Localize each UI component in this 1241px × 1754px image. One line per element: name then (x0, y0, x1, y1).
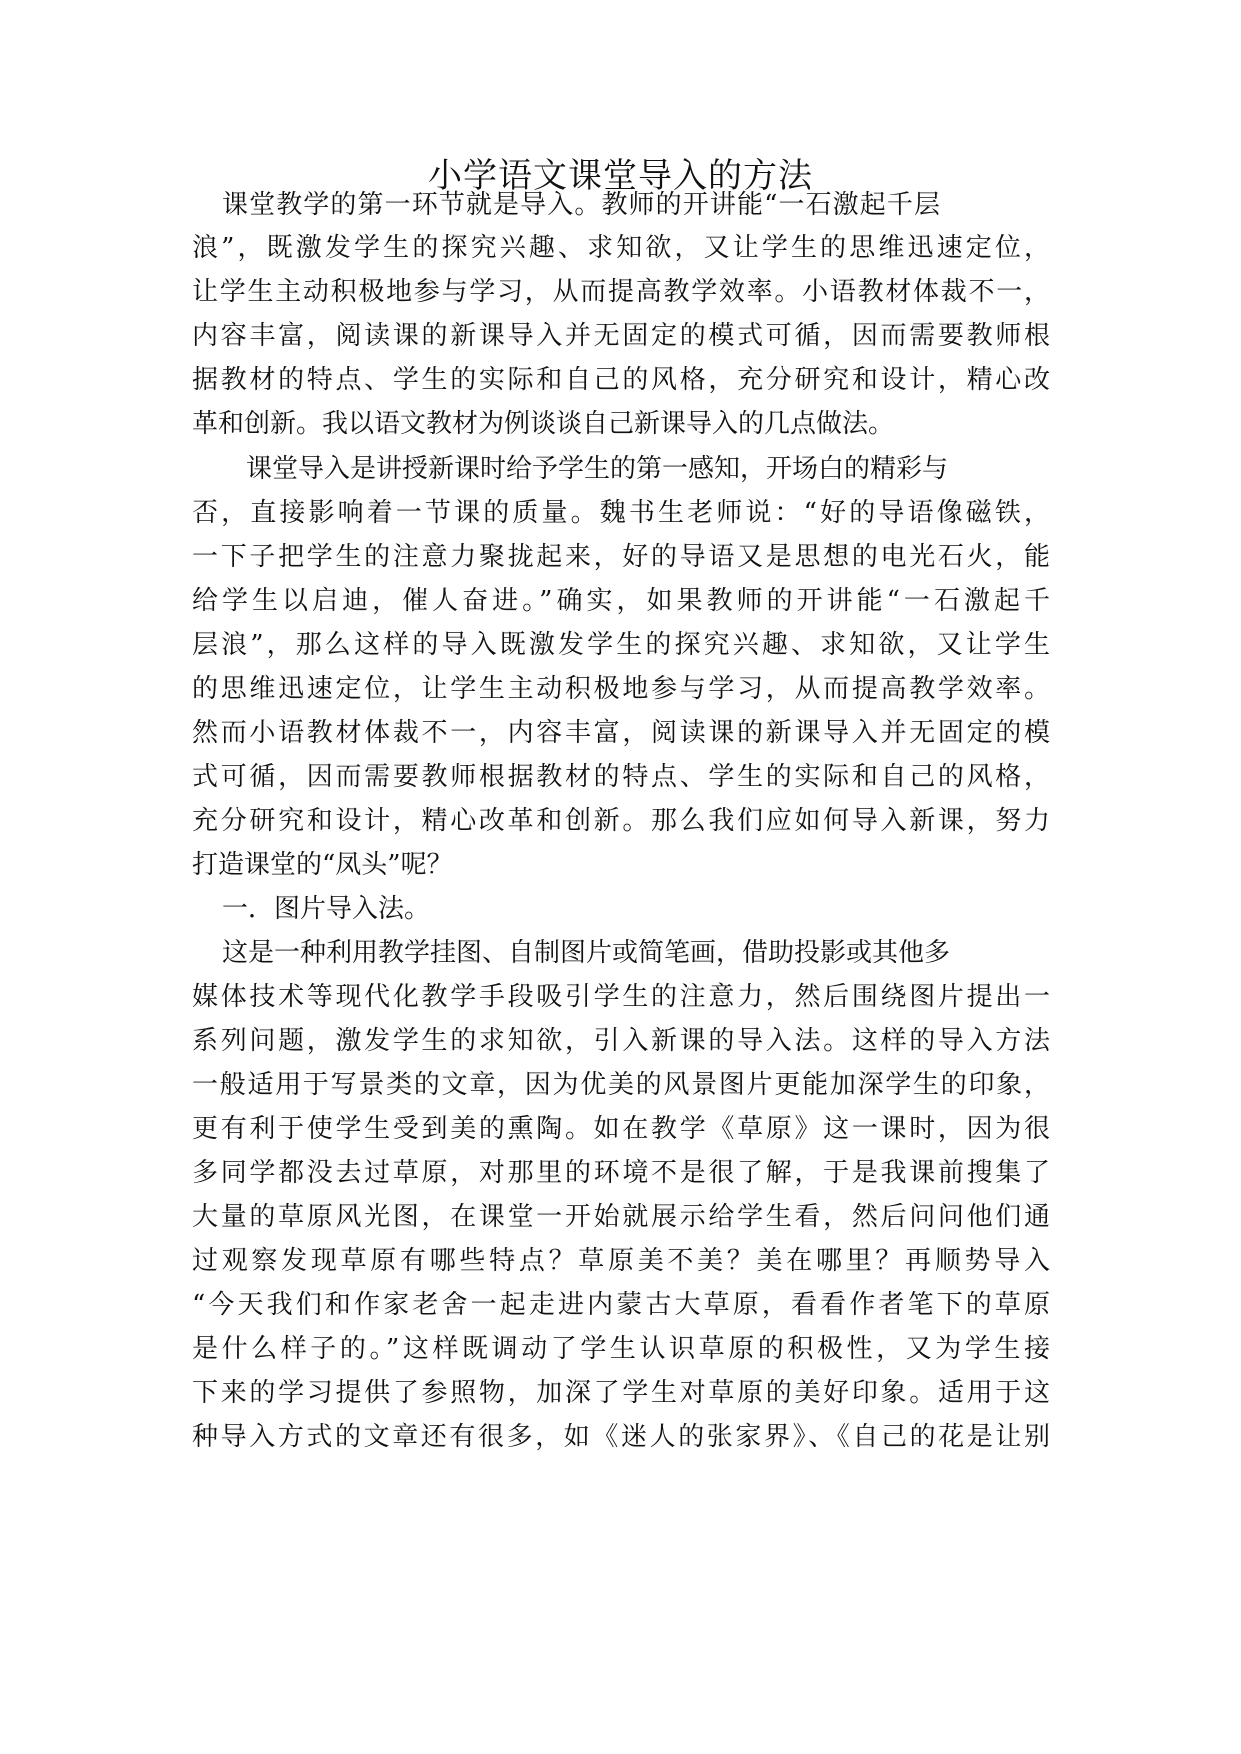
text-line: 多同学都没去过草原，对那里的环境不是很了解，于是我课前搜集了 (192, 1158, 1050, 1188)
text-line: 革和创新。我以语文教材为例谈谈自己新课导入的几点做法。 (192, 409, 895, 439)
text-line: 下来的学习提供了参照物，加深了学生对草原的美好印象。适用于这 (192, 1378, 1050, 1408)
text-line: 媒体技术等现代化教学手段吸引学生的注意力，然后围绕图片提出一 (192, 982, 1050, 1012)
text-line: 据教材的特点、学生的实际和自己的风格，充分研究和设计，精心改 (192, 365, 1050, 395)
text-line: 给学生以启迪，催人奋进。”确实，如果教师的开讲能“一石激起千 (192, 586, 1050, 616)
text-line: 的思维迅速定位，让学生主动积极地参与学习，从而提高教学效率。 (192, 674, 1050, 704)
text-line: 一下子把学生的注意力聚拢起来，好的导语又是思想的电光石火，能 (192, 542, 1050, 572)
text-line: 课堂教学的第一环节就是导入。教师的开讲能“一石激起千层 (222, 190, 940, 220)
text-line: 浪”，既激发学生的探究兴趣、求知欲，又让学生的思维迅速定位， (192, 233, 1050, 263)
section-heading: 一．图片导入法。 (222, 894, 431, 924)
text-line: 更有利于使学生受到美的熏陶。如在教学《草原》这一课时，因为很 (192, 1114, 1050, 1144)
text-line: 大量的草原风光图，在课堂一开始就展示给学生看，然后问问他们通 (192, 1202, 1050, 1232)
text-line: 内容丰富，阅读课的新课导入并无固定的模式可循，因而需要教师根 (192, 321, 1050, 351)
text-line: 一般适用于写景类的文章，因为优美的风景图片更能加深学生的印象， (192, 1070, 1050, 1100)
text-line: 打造课堂的“凤头”呢？ (192, 850, 453, 880)
text-line: 式可循，因而需要教师根据教材的特点、学生的实际和自己的风格， (192, 762, 1050, 792)
text-line: 过观察发现草原有哪些特点？草原美不美？美在哪里？再顺势导入 (192, 1246, 1050, 1276)
text-line: 课堂导入是讲授新课时给予学生的第一感知，开场白的精彩与 (246, 454, 949, 484)
text-line: 系列问题，激发学生的求知欲，引入新课的导入法。这样的导入方法 (192, 1026, 1050, 1056)
text-line: 这是一种利用教学挂图、自制图片或简笔画，借助投影或其他多 (222, 938, 951, 968)
document-title: 小学语文课堂导入的方法 (428, 156, 813, 196)
text-line: 让学生主动积极地参与学习，从而提高教学效率。小语教材体裁不一， (192, 277, 1050, 307)
text-line: 然而小语教材体裁不一，内容丰富，阅读课的新课导入并无固定的模 (192, 718, 1050, 748)
text-line: 是什么样子的。”这样既调动了学生认识草原的积极性，又为学生接 (192, 1334, 1050, 1364)
text-line: 种导入方式的文章还有很多，如《迷人的张家界》、《自己的花是让别 (192, 1422, 1050, 1452)
text-line: 层浪”，那么这样的导入既激发学生的探究兴趣、求知欲，又让学生 (192, 630, 1050, 660)
text-line: 否，直接影响着一节课的质量。魏书生老师说：“好的导语像磁铁， (192, 498, 1050, 528)
text-line: 充分研究和设计，精心改革和创新。那么我们应如何导入新课，努力 (192, 806, 1050, 836)
text-line: “今天我们和作家老舍一起走进内蒙古大草原，看看作者笔下的草原 (192, 1290, 1050, 1320)
